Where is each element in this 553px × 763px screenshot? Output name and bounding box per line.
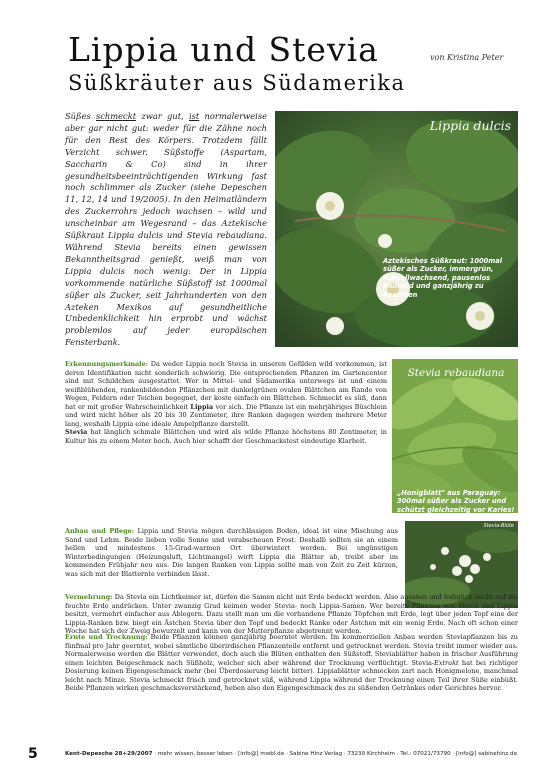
lippia-photo [275,111,518,347]
section-vermehrung: Vermehrung: Da Stevia ein Lichtkeimer ist, dürfen die Samen nicht mit Erde bedeckt werden. Also aussäen und lediglich leicht auf die feuchte Erde andrücken. Unter zwanzig Grad keimen weder Stevia- noch Lippia-Samen. Wer bereits Pflanzen von Stevia und Lippia besitzt, vermehrt einfacher aus Ablegern. Dazu stellt man um die vorhandene Pflanze Töpfchen mit Erde, legt über jeden Topf eine der Lippia-Ranken bzw. biegt ein Ästchen Stevia über den Topf und bedeckt Ranke oder Ästchen mit ein wenig Erde. Nach oft schon einer Woche hat sich der Zweig bewurzelt und kann von der Mutterpflanze abgetrennt werden. [65,593,518,636]
stevia-caption: „Honigblatt" aus Paraguay: 300mal süßer als Zucker und schützt gleichzeitig vor Karies! [397,489,515,514]
article-title: Lippia und Stevia [68,30,379,69]
section-anbau: Anbau und Pflege: Lippia und Stevia mögen durchlässigen Boden, ideal ist eine Mischung aus Sand und Lehm. Beide lieben volle Sonne und verabscheuen Frost. Deshalb sollten sie an einem hellen und mindestens 15-Grad-warmen Ort überwintert werden. Bei ungünstigen Winterbedingungen (Heizungsluft, Lichtmangel) wirft Lippia die Blätter ab, treibt aber im kommenden Frühjahr neu aus. Die langen Ranken von Lippia sollte man von Zeit zu Zeit kürzen, was sich mit der Blatternte verbinden lässt. [65,527,398,578]
page-number: 5 [28,746,38,762]
article-subtitle: Süßkräuter aus Südamerika [68,71,406,95]
lippia-caption: Aztekisches Süßkraut: 1000mal süßer als Zucker, immergrün, schnellwachsend, pausenlos blühend und ganzjährig zu beernten [383,257,503,299]
section-erkennungsmerkmale: Erkennungsmerkmale: Da weder Lippia noch Stevia in unseren Gefilden wild vorkommen, ist deren Identifikation nicht sonderlich schwierig. Die entsprechenden Pflanzen im Gartencenter sind mit Schildchen ausgestattet. Wer in Mittel- und Südamerika unterwegs ist und einem weißblühenden, rankenbildenden Pflänzchen mit dunkelgrünen ovalen Blättchen am Rande von Wegen, Feldern oder Teichen begegnet, der koste einfach ein Blättchen. Schmeckt es süß, dann hat er mit großer Wahrscheinlichkeit Lippia vor sich. Die Pflanze ist ein mehrjähriges Büschlein und wird nicht höher als 20 bis 30 Zentimeter, ihre Ranken dagegen werden mehrere Meter lang, weshalb Lippia eine ideale Ampelpflanze darstellt. Stevia hat länglich schmale Blättchen und wird als wilde Pflanze höchstens 80 Zentimeter, in Kultur bis zu einem Meter hoch. Auch hier schafft der Geschmackstest eindeutige Klarheit. [65,360,387,445]
byline: von Kristina Peter [430,53,504,62]
lippia-label: Lippia dulcis [429,118,511,133]
stevia-bluete-label: Stevia-Blüte [483,523,514,529]
footer: Kent-Depesche 28+29/2007 · mehr wissen, besser leben · [info@] mwbl.de · Sabine Hinz Verlag · 73230 Kirchheim · Tel.: 07021/73790 · [info@] sabinehinz.de [65,751,518,757]
intro-paragraph: Süßes schmeckt zwar gut, ist normalerweise aber gar nicht gut: weder für die Zähne noch für den Rest des Körpers. Trotzdem fällt Verzicht schwer. Süßstoffe (Aspartam, Saccharin & Co) sind in ihrer gesundheitsbeeinträchtigenden Wirkung fast noch schlimmer als Zucker (siehe Depeschen 11, 12, 14 und 19/2005). In den Heimatländern des Zuckerrohrs jedoch wachsen – wild und unscheinbar am Wegesrand – das Aztekische Süßkraut Lippia dulcis und Stevia rebaudiana. Während Stevia bereits einen gewissen Bekanntheitsgrad genießt, weiß man von Lippia dulcis noch wenig: Der in Lippia vorkommende natürliche Süßstoff ist 1000mal süßer als Zucker, seit Jahrhunderten von den Azteken Mexikos auf gesundheitliche Unbedenklichkeit hin erprobt und wächst problemlos auf jeder europäischen Fensterbank. [65,111,267,348]
section-ernte: Ernte und Trocknung: Beide Pflanzen können ganzjährig beerntet werden. Im kommerziellen Anbau werden Steviapflanzen bis zu fünfmal pro Jahr geerntet, wobei sämtliche überirdischen Pflanzenteile entfernt und getrocknet werden. Stevia treibt immer wieder aus. Normalerweise werden die Blätter verwendet, doch auch die Blüten enthalten den Süßstoff. Steviablätter haben in frischer Ausführung einen leichten Beigeschmack nach Süßholz, welcher sich aber während der Trocknung verflüchtigt. Stevia-Extrakt hat bei richtiger Dosierung keinen Eigengeschmack mehr (bei Überdosierung leicht bitter). Lippiablätter schmecken zart nach Honigmelone, manchmal leicht nach Minze. Stevia schmeckt frisch und getrocknet süß, während Lippia während der Trocknung einen Teil ihrer Süße einbüßt. Beide Pflanzen wirken geschmacksverstärkend, heben also den Eigengeschmack des zu süßenden Getränkes oder Gerichtes hervor. [65,633,518,693]
stevia-label: Stevia rebaudiana [407,367,505,379]
